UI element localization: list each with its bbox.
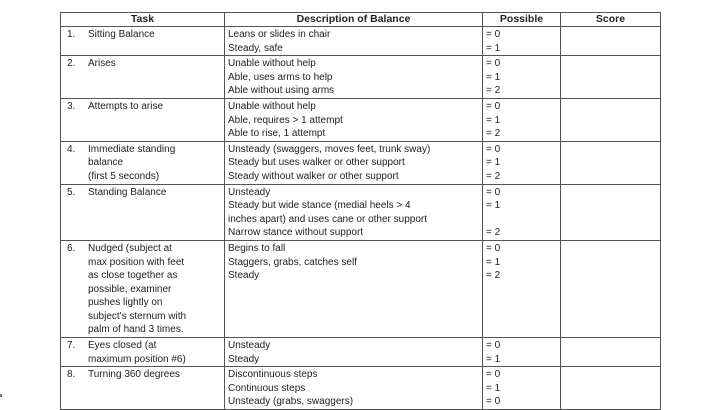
task-text: Immediate standing [88, 143, 176, 155]
possible-points: = 2 [486, 170, 501, 182]
description-line: Unsteady (grabs, swaggers) [228, 396, 354, 408]
possible-points [486, 213, 557, 227]
description-cell [225, 56, 483, 99]
description-line: Staggers, grabs, catches self [228, 256, 357, 268]
description-cell [225, 338, 483, 367]
task-number: 5. [67, 186, 76, 198]
table-row [61, 98, 661, 141]
description-line: Unable without help [228, 100, 316, 112]
possible-points: = 0 [486, 186, 501, 198]
task-line: subject's sternum with [88, 310, 187, 322]
task-cell [61, 240, 225, 337]
description-cell [225, 367, 483, 410]
possible-cell [483, 338, 561, 367]
task-cell [61, 184, 225, 240]
task-cell [61, 98, 225, 141]
possible-points: = 0 [486, 369, 501, 381]
task-line: possible, examiner [88, 283, 172, 295]
description-line: Steady but uses walker or other support [228, 157, 405, 169]
task-number: 2. [67, 58, 76, 70]
description-cell [225, 240, 483, 337]
description-line: Leans or slides in chair [228, 29, 331, 40]
table-row [61, 56, 661, 99]
header-score: Score [561, 13, 661, 27]
task-text: Eyes closed (at [88, 340, 157, 352]
score-cell[interactable] [561, 240, 661, 337]
possible-cell [483, 240, 561, 337]
description-line: Able to rise, 1 attempt [228, 128, 326, 140]
description-line: Unsteady [228, 340, 271, 352]
task-line: balance [88, 157, 124, 169]
task-line [67, 143, 221, 157]
possible-points: = 0 [486, 340, 501, 352]
task-line: as close together as [88, 270, 178, 282]
description-line: Narrow stance without support [228, 227, 364, 239]
description-line: inches apart) and uses cane or other support [228, 213, 428, 225]
header-task: Task [61, 13, 225, 27]
description-line: Able, requires > 1 attempt [228, 114, 343, 126]
description-line: Steady [228, 353, 260, 365]
possible-points: = 0 [486, 396, 501, 408]
description-line: Steady [228, 270, 260, 282]
page-edge-mark [0, 394, 2, 397]
table-row [61, 367, 661, 410]
balance-assessment-table [60, 12, 661, 410]
possible-points: = 1 [486, 200, 501, 212]
task-text: Sitting Balance [88, 29, 155, 40]
description-line: Unsteady [228, 186, 271, 198]
possible-points: = 0 [486, 143, 501, 155]
task-number: 3. [67, 100, 76, 112]
description-cell [225, 98, 483, 141]
description-line: Unable without help [228, 58, 316, 70]
description-line: Able without using arms [228, 85, 335, 97]
task-cell [61, 367, 225, 410]
description-line: Continuous steps [228, 382, 306, 394]
description-line: Begins to fall [228, 242, 286, 254]
possible-points: = 1 [486, 42, 501, 54]
possible-cell [483, 184, 561, 240]
task-line: max position with feet [88, 256, 185, 268]
task-line [67, 368, 221, 382]
possible-points: = 2 [486, 85, 501, 97]
table-row [61, 184, 661, 240]
task-line [67, 57, 221, 71]
description-line: Steady, safe [228, 42, 283, 54]
possible-points: = 0 [486, 58, 501, 70]
description-cell [225, 27, 483, 56]
task-cell [61, 27, 225, 56]
description-cell [225, 184, 483, 240]
description-line: Discontinuous steps [228, 369, 318, 381]
task-text: Attempts to arise [88, 100, 164, 112]
possible-points: = 1 [486, 157, 501, 169]
task-line [67, 28, 221, 42]
task-text: Nudged (subject at [88, 242, 172, 254]
table-row [61, 141, 661, 184]
task-line [67, 186, 221, 200]
table-row [61, 338, 661, 367]
task-number: 6. [67, 242, 76, 254]
task-text: Arises [88, 58, 116, 70]
task-number: 8. [67, 369, 76, 381]
possible-points: = 1 [486, 353, 501, 365]
table-row [61, 240, 661, 337]
task-number: 4. [67, 143, 76, 155]
score-cell[interactable] [561, 367, 661, 410]
score-cell[interactable] [561, 27, 661, 56]
possible-points: = 1 [486, 114, 501, 126]
score-cell[interactable] [561, 56, 661, 99]
possible-cell [483, 141, 561, 184]
description-cell [225, 141, 483, 184]
possible-points: = 1 [486, 256, 501, 268]
task-number: 7. [67, 340, 76, 352]
task-line: maximum position #6) [88, 353, 186, 365]
description-line: Able, uses arms to help [228, 71, 333, 83]
header-possible: Possible [483, 13, 561, 27]
task-cell [61, 56, 225, 99]
possible-cell [483, 98, 561, 141]
task-cell [61, 141, 225, 184]
balance-assessment-sheet [60, 12, 660, 410]
task-text: Turning 360 degrees [88, 369, 180, 381]
task-line [67, 242, 221, 256]
task-line [67, 100, 221, 114]
score-cell[interactable] [561, 98, 661, 141]
task-line: (first 5 seconds) [88, 170, 160, 182]
header-row [61, 13, 661, 27]
possible-cell [483, 56, 561, 99]
task-line [67, 339, 221, 353]
possible-points: = 1 [486, 71, 501, 83]
task-line: palm of hand 3 times. [88, 324, 184, 336]
task-number: 1. [67, 29, 76, 40]
possible-points: = 2 [486, 128, 501, 140]
header-description: Description of Balance [225, 13, 483, 27]
task-text: Standing Balance [88, 186, 167, 198]
task-line: pushes lightly on [88, 297, 163, 309]
possible-points: = 0 [486, 100, 501, 112]
possible-points: = 0 [486, 29, 501, 40]
task-cell [61, 338, 225, 367]
description-line: Unsteady (swaggers, moves feet, trunk sway) [228, 143, 431, 155]
possible-cell [483, 27, 561, 56]
score-cell[interactable] [561, 184, 661, 240]
description-line: Steady without walker or other support [228, 170, 399, 182]
description-line: Steady but wide stance (medial heels > 4 [228, 200, 411, 212]
possible-points: = 2 [486, 227, 501, 239]
score-cell[interactable] [561, 338, 661, 367]
possible-cell [483, 367, 561, 410]
score-cell[interactable] [561, 141, 661, 184]
table-row [61, 27, 661, 56]
possible-points: = 2 [486, 270, 501, 282]
possible-points: = 1 [486, 382, 501, 394]
possible-points: = 0 [486, 242, 501, 254]
